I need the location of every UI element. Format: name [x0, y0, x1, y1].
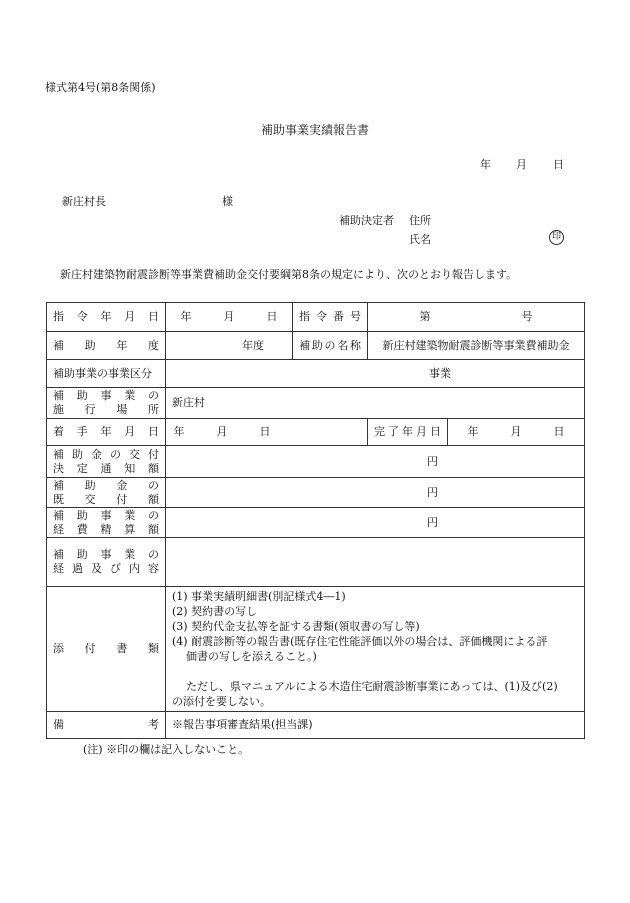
- address-label: 住所: [409, 214, 431, 227]
- decided-person-label: 補助決定者: [339, 214, 394, 227]
- location-label-line2: 施行場所: [53, 403, 159, 416]
- category-field[interactable]: [166, 360, 585, 388]
- paid-amount-unit: 円: [427, 485, 438, 499]
- attachment-item-3: (3) 契約代金支払等を証する書類(領収書の写し等): [172, 620, 420, 633]
- category-label: 補助事業の事業区分: [47, 360, 166, 388]
- start-date-month: 月: [216, 425, 228, 438]
- decision-amount-field[interactable]: [166, 446, 585, 478]
- addressee: 新庄村長: [62, 195, 106, 208]
- settlement-unit: 円: [427, 515, 438, 529]
- settlement-label: [47, 508, 166, 538]
- completion-date-month: 月: [510, 425, 522, 438]
- honorific: 様: [222, 195, 233, 208]
- location-field[interactable]: [166, 388, 585, 419]
- attachments-field: [166, 587, 585, 712]
- attachment-note-line1: ただし、県マニュアルによる木造住宅耐震診断事業にあっては、(1)及び(2): [186, 680, 558, 693]
- completion-date-field[interactable]: [368, 419, 585, 446]
- attachment-item-1: (1) 事業実績明細書(別記様式4―1): [172, 590, 346, 603]
- row-attachments: [47, 587, 585, 712]
- category-value: 事業: [429, 366, 451, 380]
- directive-date-field[interactable]: [166, 303, 293, 332]
- decision-amount-label-line1: 補助金の交付: [53, 447, 159, 461]
- progress-label-line1: 補助事業の: [53, 548, 159, 561]
- progress-field[interactable]: [166, 538, 585, 587]
- subsidy-name-value: 新庄村建築物耐震診断等事業費補助金: [368, 332, 585, 360]
- attachment-note-line2: の添付を要しない。: [172, 695, 271, 708]
- directive-date-label: 指令年月日: [47, 303, 166, 332]
- row-directive: [47, 303, 585, 332]
- directive-number-label: 指令番号: [293, 303, 368, 332]
- row-location: [47, 388, 585, 419]
- paid-amount-label-line2: 既交付額: [53, 492, 159, 506]
- paid-amount-label: [47, 478, 166, 508]
- directive-date-day: 日: [266, 310, 278, 323]
- completion-date-year: 年: [467, 425, 479, 438]
- row-remarks: [47, 712, 585, 739]
- name-label: 氏名: [409, 233, 431, 246]
- directive-date-month: 月: [223, 310, 235, 323]
- location-value: 新庄村: [172, 396, 205, 409]
- progress-label: [47, 538, 166, 587]
- form-number: 様式第4号(第8条関係): [45, 81, 156, 94]
- row-category: [47, 360, 585, 388]
- attachment-item-4-cont: 価書の写しを添えること。): [186, 650, 317, 663]
- paid-amount-label-line1: 補助金の: [53, 478, 159, 492]
- report-date-month: 月: [516, 158, 527, 171]
- row-decision-amount: [47, 446, 585, 478]
- directive-date-year: 年: [180, 310, 192, 323]
- completion-date-label: 完了年月日: [368, 419, 448, 445]
- fiscal-year-label: 補助年度: [47, 332, 166, 360]
- subsidy-name-label: 補助の名称: [293, 332, 368, 360]
- fiscal-year-field[interactable]: [166, 332, 293, 360]
- report-date-day: 日: [553, 158, 564, 171]
- settlement-label-line1: 補助事業の: [53, 508, 159, 522]
- directive-number-field[interactable]: [368, 303, 585, 332]
- report-table: [46, 302, 585, 739]
- remarks-value: ※報告事項審査結果(担当課): [166, 712, 585, 739]
- settlement-label-line2: 経費精算額: [53, 522, 159, 536]
- attachment-item-2: (2) 契約書の写し: [172, 605, 258, 618]
- start-date-day: 日: [259, 425, 271, 438]
- row-progress: [47, 538, 585, 587]
- start-date-label: 着手年月日: [47, 419, 166, 446]
- settlement-field[interactable]: [166, 508, 585, 538]
- decision-amount-label-line2: 決定通知額: [53, 461, 159, 475]
- directive-number-prefix: 第: [419, 310, 431, 323]
- row-settlement: [47, 508, 585, 538]
- fiscal-year-value: 年度: [242, 338, 264, 352]
- row-dates: [47, 419, 585, 446]
- start-date-field[interactable]: [166, 419, 368, 446]
- location-label: [47, 388, 166, 419]
- location-label-line1: 補助事業の: [53, 389, 159, 402]
- remarks-label: 備考: [47, 712, 166, 739]
- progress-label-line2: 経過及び内容: [53, 562, 159, 575]
- report-date-year: 年: [480, 158, 491, 171]
- footnote: (注) ※印の欄は記入しないこと。: [83, 743, 250, 756]
- attachments-label: 添付書類: [47, 587, 166, 712]
- decision-amount-label: [47, 446, 166, 478]
- start-date-year: 年: [173, 425, 185, 438]
- completion-date-day: 日: [553, 425, 565, 438]
- decision-amount-unit: 円: [427, 454, 438, 468]
- attachment-item-4: (4) 耐震診断等の報告書(既存住宅性能評価以外の場合は、評価機関による評: [172, 635, 548, 648]
- intro-text: 新庄村建築物耐震診断等事業費補助金交付要綱第8条の規定により、次のとおり報告します。: [60, 268, 518, 281]
- document-title: 補助事業実績報告書: [260, 123, 369, 137]
- row-fiscal-year: [47, 332, 585, 360]
- directive-number-suffix: 号: [521, 310, 533, 323]
- paid-amount-field[interactable]: [166, 478, 585, 508]
- seal-mark: 印: [549, 230, 564, 245]
- row-paid-amount: [47, 478, 585, 508]
